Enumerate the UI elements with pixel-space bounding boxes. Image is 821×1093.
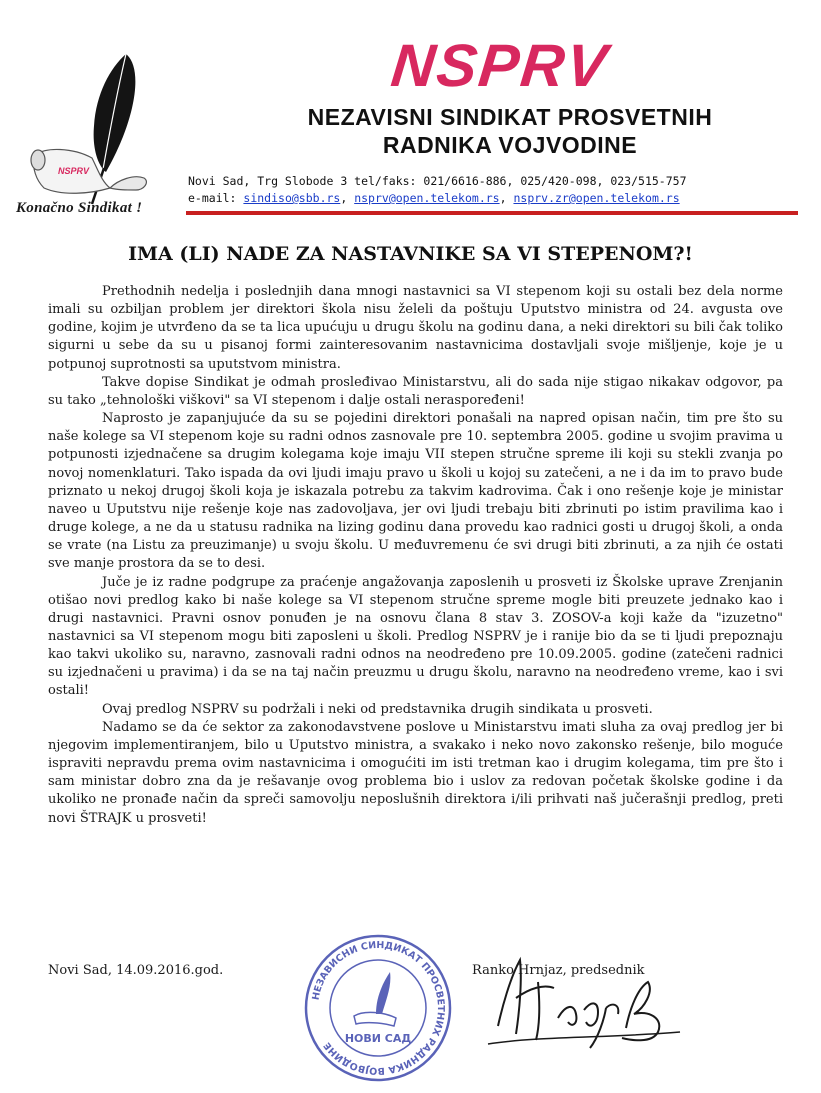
official-stamp-icon: [302, 932, 454, 1084]
contact-emails: e-mail: sindiso@sbb.rs, nsprv@open.telekom.rs, nsprv.zr@open.telekom.rs: [188, 191, 680, 205]
document-title: IMA (LI) NADE ZA NASTAVNIKE SA VI STEPENOM?!: [128, 243, 693, 265]
contact-address: Novi Sad, Trg Slobode 3 tel/faks: 021/6616-886, 025/420-098, 023/515-757: [188, 174, 687, 188]
date-line: Novi Sad, 14.09.2016.god.: [48, 963, 224, 978]
paragraph: Ovaj predlog NSPRV su podržali i neki od predstavnika drugih sindikata u prosveti.: [102, 701, 653, 717]
org-name-line2: RADNIKA VOJVODINE: [382, 132, 638, 158]
logo-tagline: Konačno Sindikat !: [16, 200, 143, 216]
paragraph: Prethodnih nedelja i poslednjih dana mnogi nastavnici sa VI stepenom koji su ostali bez dela norme imali su ozbiljan problem jer direktori škola nisu želeli da poštuju Uputstvo ministra od 24. avgusta ove godine, kojim je utvrđeno da se ta lica upućuju u drugu školu na godinu dana, a neki direktori su bili čak toliko sigurni u sebe da su u pisanoj formi zainteresovanim nastavnicima dostavljali svoje mišljenje, koje je u potpunoj suprotnosti sa uputstvom ministra.: [48, 284, 783, 372]
handwritten-signature-icon: [480, 948, 690, 1058]
stamp-center-text: НОВИ САД: [344, 1032, 412, 1045]
email-link-sindiso[interactable]: sindiso@sbb.rs: [243, 191, 341, 205]
stamp-ring-text: НЕЗАВИСНИ СИНДИКАТ ПРОСВЕТНИХ РАДНИКА ВОЈВОДИНЕ: [310, 939, 447, 1077]
paragraph: Nadamo se da će sektor za zakonodavstvene poslove u Ministarstvu imati sluha za ovaj predlog jer bi njegovim implementiranjem, bilo u Uputstvo ministra, a svakako i neko novo zakonsko rešenje, bilo moguće ispraviti nepravdu prema ovim nastavnicima i omogućiti im isti tretman kao i drugim kolegama, tim pre što i sam ministar dobro zna da je rešavanje ovog problema bio i uslov za redovan početak školske godine i da ukoliko ne pronađe način da spreči samovolju neposlušnih direktora i/ili prihvati naš jučerašnji predlog, preti novi ŠTRAJK u prosveti!: [48, 719, 783, 826]
document-body: [48, 283, 783, 828]
email-link-nsprv[interactable]: nsprv@open.telekom.rs: [354, 191, 500, 205]
quill-scroll-logo-icon: [14, 48, 189, 223]
paragraph: Juče je iz radne podgrupe za praćenje angažovanja zaposlenih u prosveti iz Školske uprave Zrenjanin otišao novi predlog kako bi naše kolege sa VI stepenom stručne spreme mogle biti preuzete jednako kao i drugi nastavnici. Pravni osnov ponuđen je na osnovu člana 8 stav 3. ZOSOV-a koji kaže da "izuzetno" nastavnici sa VI stepenom mogu biti zaposleni u školi. Predlog NSPRV je i ranije bio da se ti ljudi prepoznaju kao takvi ukoliko su, naravno, zasnovali radni odnos na neodređeno pre 10.09.2005. godine (zatečeni radnici su izjednačeni u pravima) i da se na taj način preuzmu u drugu školu, naravno na neodređeno vreme, kao i svi ostali!: [48, 574, 783, 699]
email-link-nsprv-zr[interactable]: nsprv.zr@open.telekom.rs: [513, 191, 680, 205]
paragraph: Takve dopise Sindikat je odmah prosleđivao Ministarstvu, ali do sada nije stigao nikakav odgovor, pa su tako „tehnološki viškovi" sa VI stepenom i dalje ostali neraspoređeni!: [48, 374, 783, 408]
brand-logotype: NSPRV: [388, 32, 612, 99]
paragraph: Naprosto je zapanjujuće da su se pojedini direktori ponašali na napred opisan način, tim pre što su naše kolege sa VI stepenom koje su radni odnos zasnovale pre 10. septembra 2005. godine u svojim pravima u potpunosti izjednačene sa drugim kolegama koje imaju VII stepen stručne spreme ili koji su stekli zvanja po novoj nomenklaturi. Tako ispada da ovi ljudi imaju pravo u školi u kojoj su zatečeni, a ne i da im to pravo bude priznato u nekoj drugoj školi koja je iskazala potrebu za takvim kadrovima. Čak i ono rešenje koje je ministar naveo u Uputstvu nije rešenje koje nas zadovoljava, jer ovi ljudi trebaju biti zbrinuti po istim pravilima kao i druge kolege, a ne da u statusu radnika na lizing godinu dana provedu kao radnici gosti u drugoj školi, a onda se vrate (na Listu za preuzimanje) u svoju školu. U međuvremenu će svi drugi biti zbrinuti, a za njih će ostati sve manje prostora da se to desi.: [48, 411, 783, 572]
org-name-line1: NEZAVISNI SINDIKAT PROSVETNIH: [307, 104, 713, 130]
signatory-line: Ranko Hrnjaz, predsednik: [472, 963, 645, 978]
email-label: e-mail:: [188, 191, 237, 205]
header-divider: [186, 211, 798, 215]
svg-text:NSPRV: NSPRV: [58, 166, 90, 176]
